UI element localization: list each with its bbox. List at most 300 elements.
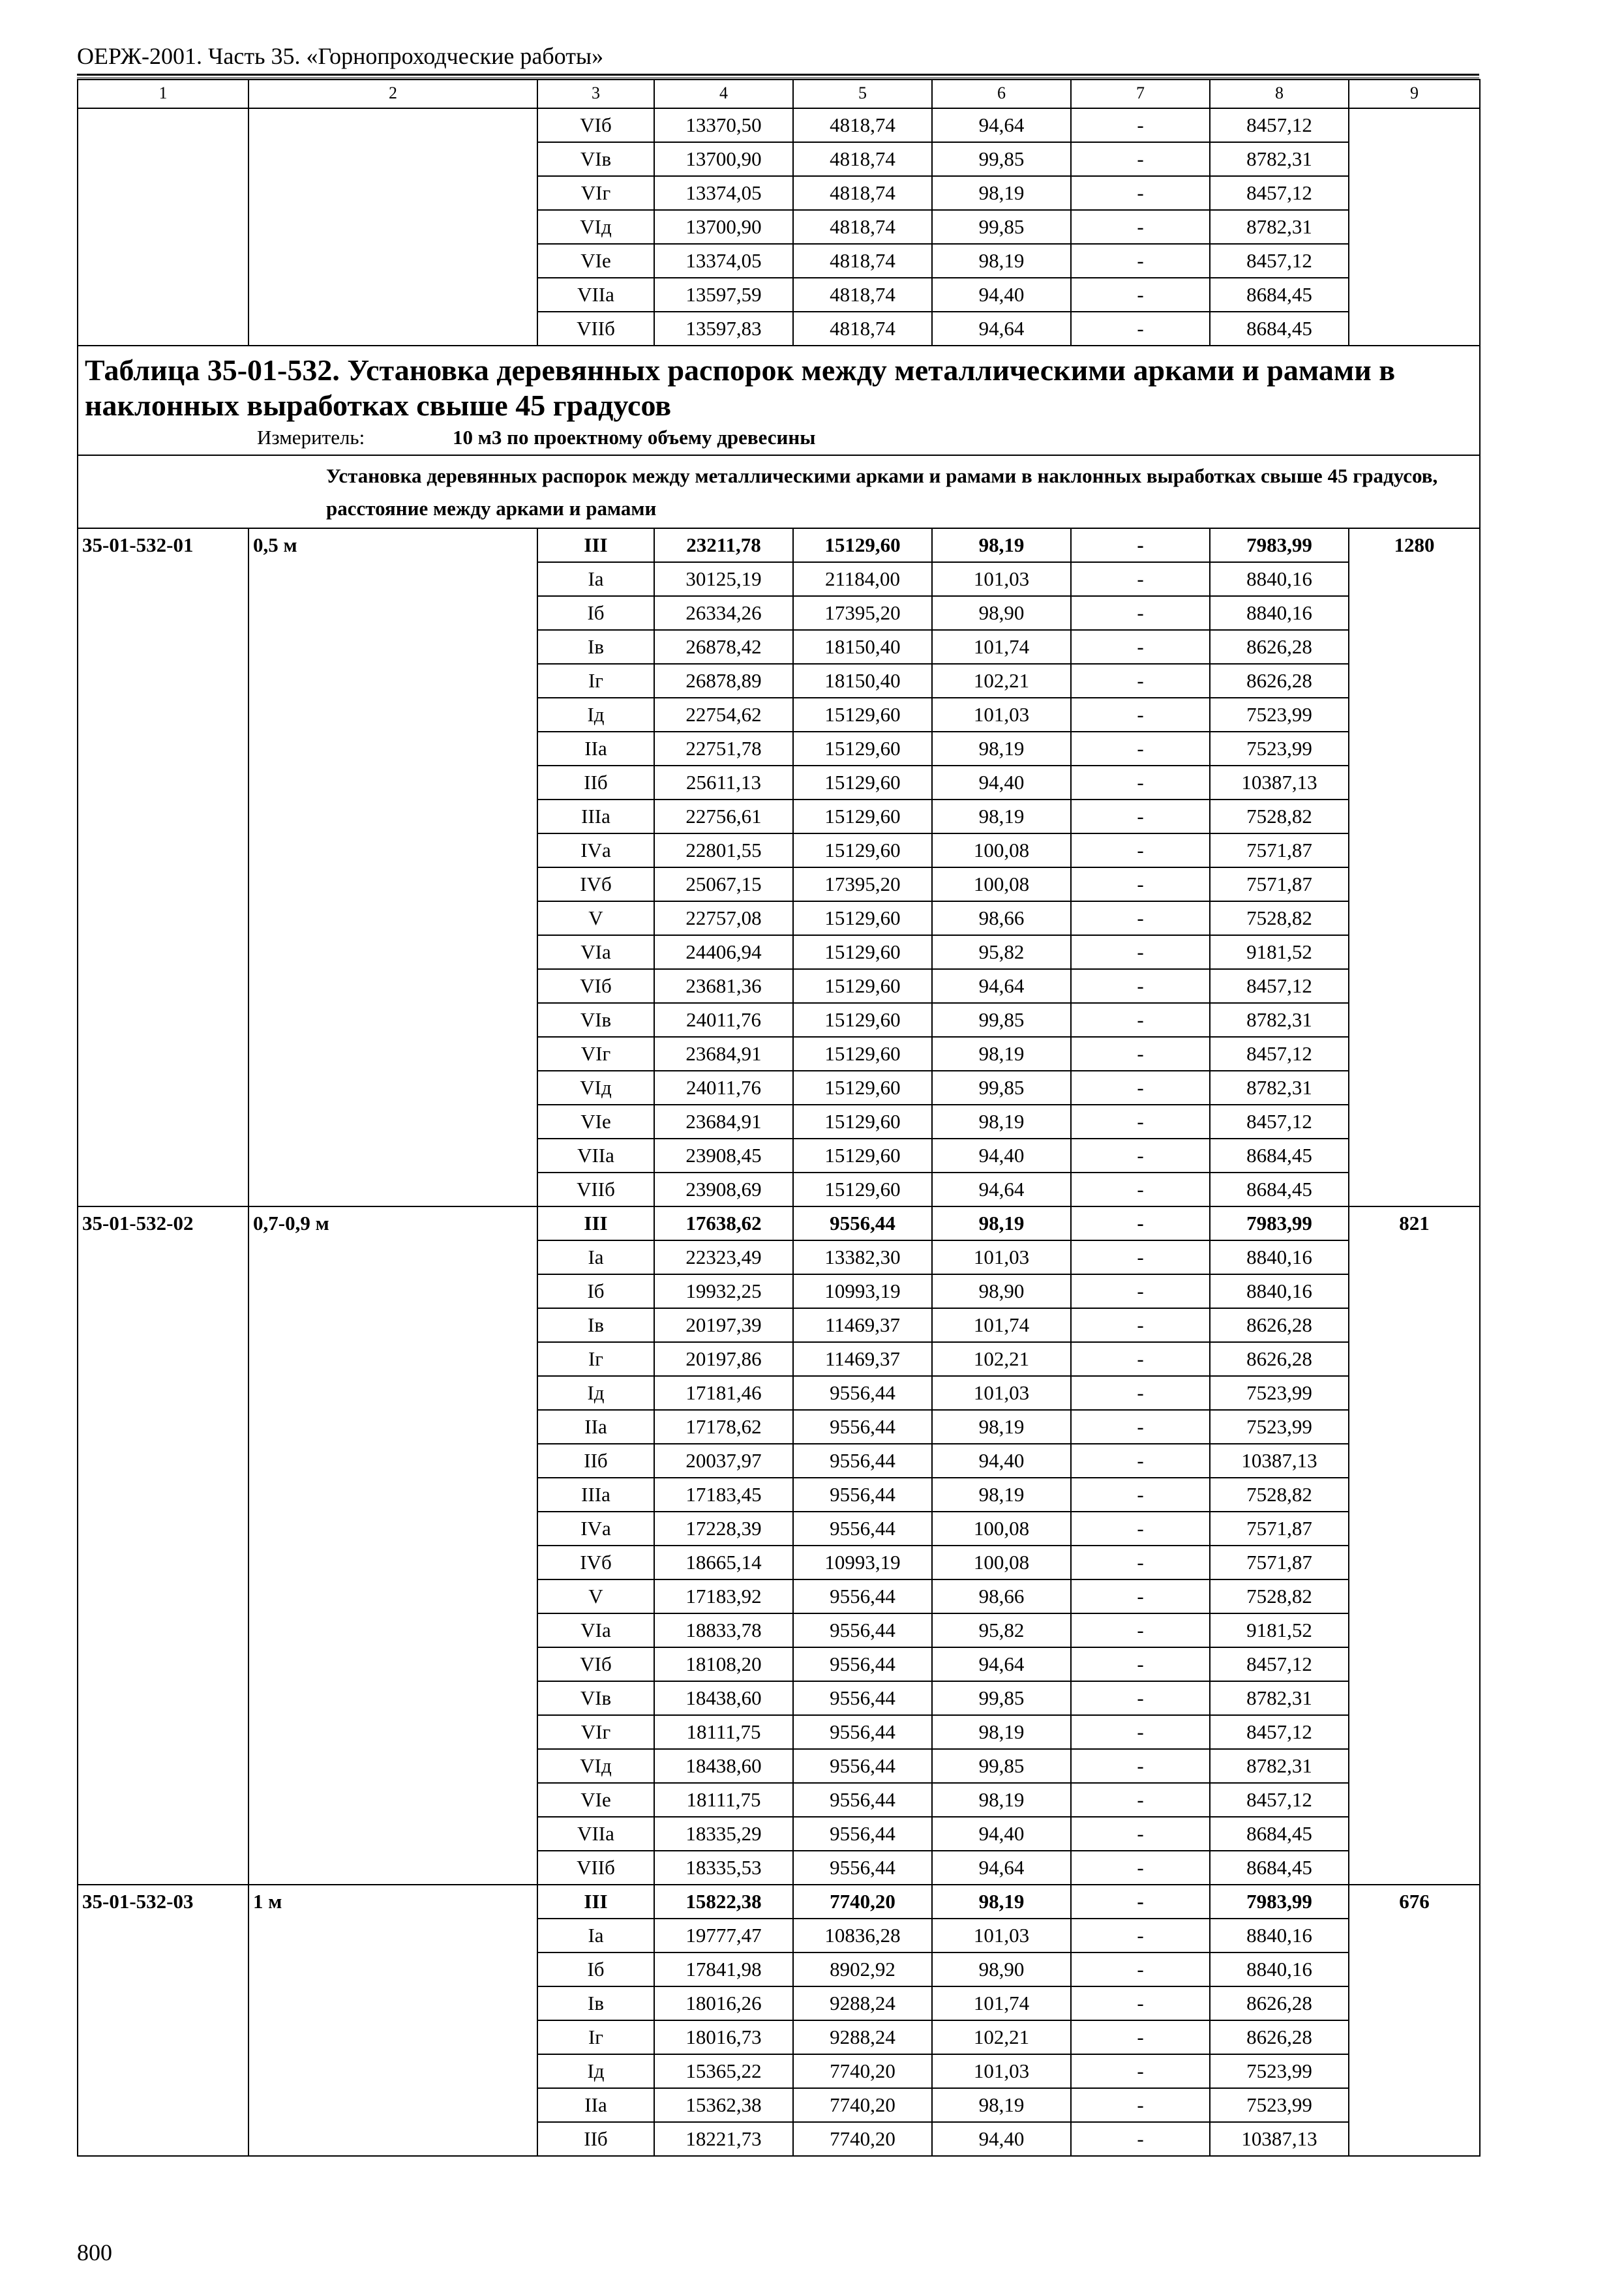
- table-row: [78, 1512, 1480, 1546]
- labor-cost-cell: 4818,74: [793, 210, 932, 244]
- machine-cost-cell: 94,64: [932, 312, 1071, 346]
- spacing-cell: [248, 630, 537, 664]
- material-cost-cell: 7523,99: [1210, 2054, 1349, 2088]
- driver-wage-cell: -: [1071, 1885, 1210, 1919]
- category-cell: Iд: [537, 698, 654, 732]
- table-row: [78, 1139, 1480, 1173]
- direct-cost-cell: 26878,89: [654, 664, 793, 698]
- measure-line: [257, 423, 1473, 452]
- labor-hours-cell: [1349, 1240, 1480, 1274]
- labor-hours-cell: [1349, 312, 1480, 346]
- labor-cost-cell: 7740,20: [793, 2122, 932, 2156]
- labor-cost-cell: 7740,20: [793, 2088, 932, 2122]
- labor-hours-cell: [1349, 210, 1480, 244]
- labor-cost-cell: 7740,20: [793, 2054, 932, 2088]
- material-cost-cell: 8840,16: [1210, 1952, 1349, 1986]
- page-number: 800: [77, 2239, 112, 2266]
- machine-cost-cell: 102,21: [932, 1342, 1071, 1376]
- rate-code: [78, 1105, 248, 1139]
- driver-wage-cell: -: [1071, 732, 1210, 766]
- table-row: [78, 1681, 1480, 1715]
- table-row: [78, 1885, 1480, 1919]
- category-cell: VIе: [537, 244, 654, 278]
- machine-cost-cell: 100,08: [932, 833, 1071, 867]
- labor-cost-cell: 9556,44: [793, 1579, 932, 1613]
- category-cell: VIд: [537, 1071, 654, 1105]
- machine-cost-cell: 98,19: [932, 800, 1071, 833]
- rate-code: [78, 867, 248, 901]
- driver-wage-cell: -: [1071, 108, 1210, 142]
- driver-wage-cell: -: [1071, 833, 1210, 867]
- labor-cost-cell: 9556,44: [793, 1851, 932, 1885]
- labor-cost-cell: 4818,74: [793, 312, 932, 346]
- spacing-cell: [248, 1919, 537, 1952]
- labor-cost-cell: 11469,37: [793, 1342, 932, 1376]
- category-cell: Iа: [537, 1240, 654, 1274]
- labor-cost-cell: 21184,00: [793, 562, 932, 596]
- driver-wage-cell: -: [1071, 1783, 1210, 1817]
- direct-cost-cell: 18833,78: [654, 1613, 793, 1647]
- driver-wage-cell: -: [1071, 1342, 1210, 1376]
- rate-code: [78, 1139, 248, 1173]
- labor-hours-cell: [1349, 766, 1480, 800]
- driver-wage-cell: -: [1071, 1478, 1210, 1512]
- labor-hours-cell: [1349, 108, 1480, 142]
- material-cost-cell: 10387,13: [1210, 2122, 1349, 2156]
- rate-code: [78, 1512, 248, 1546]
- labor-hours-cell: [1349, 969, 1480, 1003]
- labor-cost-cell: 13382,30: [793, 1240, 932, 1274]
- table-row: [78, 596, 1480, 630]
- spacing-cell: [248, 1240, 537, 1274]
- labor-hours-cell: [1349, 1613, 1480, 1647]
- category-cell: IVб: [537, 1546, 654, 1579]
- material-cost-cell: 7523,99: [1210, 732, 1349, 766]
- table-row: [78, 1986, 1480, 2020]
- category-cell: IVб: [537, 867, 654, 901]
- material-cost-cell: 8457,12: [1210, 1037, 1349, 1071]
- table-row: [78, 867, 1480, 901]
- rate-code: 35-01-532-03: [78, 1885, 248, 1919]
- direct-cost-cell: 23684,91: [654, 1105, 793, 1139]
- labor-hours-cell: [1349, 867, 1480, 901]
- category-cell: V: [537, 901, 654, 935]
- labor-hours-cell: 1280: [1349, 528, 1480, 562]
- driver-wage-cell: -: [1071, 1308, 1210, 1342]
- category-cell: IVа: [537, 1512, 654, 1546]
- labor-cost-cell: 15129,60: [793, 1071, 932, 1105]
- driver-wage-cell: -: [1071, 1715, 1210, 1749]
- labor-hours-cell: [1349, 142, 1480, 176]
- driver-wage-cell: -: [1071, 1579, 1210, 1613]
- direct-cost-cell: 20037,97: [654, 1444, 793, 1478]
- driver-wage-cell: -: [1071, 312, 1210, 346]
- material-cost-cell: 7571,87: [1210, 833, 1349, 867]
- machine-cost-cell: 94,40: [932, 2122, 1071, 2156]
- direct-cost-cell: 18665,14: [654, 1546, 793, 1579]
- machine-cost-cell: 99,85: [932, 1003, 1071, 1037]
- direct-cost-cell: 25611,13: [654, 766, 793, 800]
- labor-hours-cell: [1349, 1139, 1480, 1173]
- machine-cost-cell: 102,21: [932, 664, 1071, 698]
- table-row: [78, 278, 1480, 312]
- table-row: [78, 210, 1480, 244]
- driver-wage-cell: -: [1071, 2122, 1210, 2156]
- table-row: [78, 1274, 1480, 1308]
- category-cell: Iд: [537, 1376, 654, 1410]
- rate-code: [78, 1952, 248, 1986]
- material-cost-cell: 8840,16: [1210, 596, 1349, 630]
- material-cost-cell: 8457,12: [1210, 244, 1349, 278]
- material-cost-cell: 8626,28: [1210, 1342, 1349, 1376]
- material-cost-cell: 7523,99: [1210, 1376, 1349, 1410]
- labor-cost-cell: 18150,40: [793, 630, 932, 664]
- measure-value: 10 м3 по проектному объему древесины: [453, 426, 816, 449]
- driver-wage-cell: -: [1071, 2020, 1210, 2054]
- table-row: [78, 833, 1480, 867]
- material-cost-cell: 8626,28: [1210, 1308, 1349, 1342]
- machine-cost-cell: 98,90: [932, 596, 1071, 630]
- table-row: [78, 732, 1480, 766]
- rate-code: [78, 142, 248, 176]
- direct-cost-cell: 19777,47: [654, 1919, 793, 1952]
- driver-wage-cell: -: [1071, 630, 1210, 664]
- table-row: [78, 1308, 1480, 1342]
- rate-code: [78, 1478, 248, 1512]
- driver-wage-cell: -: [1071, 901, 1210, 935]
- category-cell: Iб: [537, 1952, 654, 1986]
- material-cost-cell: 8840,16: [1210, 1919, 1349, 1952]
- labor-cost-cell: 15129,60: [793, 1037, 932, 1071]
- category-cell: VIе: [537, 1783, 654, 1817]
- direct-cost-cell: 18438,60: [654, 1681, 793, 1715]
- machine-cost-cell: 98,19: [932, 176, 1071, 210]
- direct-cost-cell: 22323,49: [654, 1240, 793, 1274]
- labor-cost-cell: 4818,74: [793, 142, 932, 176]
- spacing-cell: [248, 1139, 537, 1173]
- labor-cost-cell: 15129,60: [793, 698, 932, 732]
- labor-hours-cell: [1349, 1173, 1480, 1206]
- labor-hours-cell: [1349, 562, 1480, 596]
- direct-cost-cell: 23684,91: [654, 1037, 793, 1071]
- measure-label: Измеритель:: [257, 426, 365, 449]
- rate-code: [78, 1444, 248, 1478]
- rate-code: [78, 1037, 248, 1071]
- rate-code: [78, 210, 248, 244]
- material-cost-cell: 8457,12: [1210, 1715, 1349, 1749]
- table-row: [78, 1749, 1480, 1783]
- direct-cost-cell: 25067,15: [654, 867, 793, 901]
- material-cost-cell: 7983,99: [1210, 1885, 1349, 1919]
- machine-cost-cell: 98,19: [932, 1478, 1071, 1512]
- driver-wage-cell: -: [1071, 1139, 1210, 1173]
- rate-code: 35-01-532-01: [78, 528, 248, 562]
- spacing-cell: [248, 244, 537, 278]
- table-title-row: [78, 346, 1480, 455]
- column-number: 2: [248, 80, 537, 108]
- table-row: [78, 1783, 1480, 1817]
- rate-code: [78, 1579, 248, 1613]
- category-cell: IIа: [537, 732, 654, 766]
- material-cost-cell: 8457,12: [1210, 1105, 1349, 1139]
- material-cost-cell: 7571,87: [1210, 1512, 1349, 1546]
- driver-wage-cell: -: [1071, 800, 1210, 833]
- direct-cost-cell: 18016,73: [654, 2020, 793, 2054]
- labor-cost-cell: 15129,60: [793, 732, 932, 766]
- table-row: [78, 630, 1480, 664]
- machine-cost-cell: 99,85: [932, 1749, 1071, 1783]
- driver-wage-cell: -: [1071, 1817, 1210, 1851]
- direct-cost-cell: 20197,39: [654, 1308, 793, 1342]
- description-row: [78, 455, 1480, 528]
- table-row: [78, 176, 1480, 210]
- material-cost-cell: 7528,82: [1210, 1579, 1349, 1613]
- spacing-cell: [248, 1851, 537, 1885]
- labor-hours-cell: [1349, 1410, 1480, 1444]
- machine-cost-cell: 98,19: [932, 1715, 1071, 1749]
- category-cell: VIг: [537, 1715, 654, 1749]
- labor-cost-cell: 9556,44: [793, 1613, 932, 1647]
- labor-hours-cell: [1349, 2054, 1480, 2088]
- table-row: [78, 969, 1480, 1003]
- direct-cost-cell: 17178,62: [654, 1410, 793, 1444]
- direct-cost-cell: 26334,26: [654, 596, 793, 630]
- labor-cost-cell: 9556,44: [793, 1647, 932, 1681]
- driver-wage-cell: -: [1071, 2088, 1210, 2122]
- driver-wage-cell: -: [1071, 969, 1210, 1003]
- spacing-cell: [248, 2020, 537, 2054]
- rate-code: [78, 1308, 248, 1342]
- machine-cost-cell: 94,64: [932, 108, 1071, 142]
- material-cost-cell: 8457,12: [1210, 1647, 1349, 1681]
- spacing-cell: [248, 1410, 537, 1444]
- direct-cost-cell: 23908,69: [654, 1173, 793, 1206]
- driver-wage-cell: -: [1071, 596, 1210, 630]
- labor-hours-cell: [1349, 2122, 1480, 2156]
- material-cost-cell: 7571,87: [1210, 867, 1349, 901]
- table-row: [78, 1817, 1480, 1851]
- driver-wage-cell: -: [1071, 1071, 1210, 1105]
- direct-cost-cell: 18111,75: [654, 1715, 793, 1749]
- direct-cost-cell: 23211,78: [654, 528, 793, 562]
- rate-code: [78, 1851, 248, 1885]
- material-cost-cell: 8684,45: [1210, 1139, 1349, 1173]
- category-cell: Iг: [537, 664, 654, 698]
- table-row: [78, 312, 1480, 346]
- category-cell: VIв: [537, 1003, 654, 1037]
- material-cost-cell: 8782,31: [1210, 142, 1349, 176]
- labor-cost-cell: 15129,60: [793, 1105, 932, 1139]
- machine-cost-cell: 101,03: [932, 1919, 1071, 1952]
- machine-cost-cell: 101,74: [932, 1308, 1071, 1342]
- labor-cost-cell: 17395,20: [793, 867, 932, 901]
- material-cost-cell: 7523,99: [1210, 2088, 1349, 2122]
- column-number: 4: [654, 80, 793, 108]
- machine-cost-cell: 94,40: [932, 1139, 1071, 1173]
- column-number: 3: [537, 80, 654, 108]
- material-cost-cell: 8782,31: [1210, 1003, 1349, 1037]
- spacing-cell: [248, 1444, 537, 1478]
- labor-hours-cell: [1349, 278, 1480, 312]
- running-header: ОЕРЖ-2001. Часть 35. «Горнопроходческие работы»: [77, 43, 604, 69]
- labor-cost-cell: 9556,44: [793, 1478, 932, 1512]
- labor-hours-cell: [1349, 1105, 1480, 1139]
- material-cost-cell: 7528,82: [1210, 800, 1349, 833]
- driver-wage-cell: -: [1071, 1546, 1210, 1579]
- spacing-cell: [248, 1342, 537, 1376]
- driver-wage-cell: -: [1071, 528, 1210, 562]
- direct-cost-cell: 18335,29: [654, 1817, 793, 1851]
- table-row: [78, 1206, 1480, 1240]
- rate-code: [78, 630, 248, 664]
- labor-hours-cell: [1349, 1647, 1480, 1681]
- machine-cost-cell: 94,40: [932, 766, 1071, 800]
- labor-hours-cell: [1349, 1749, 1480, 1783]
- direct-cost-cell: 17638,62: [654, 1206, 793, 1240]
- driver-wage-cell: -: [1071, 244, 1210, 278]
- direct-cost-cell: 15365,22: [654, 2054, 793, 2088]
- driver-wage-cell: -: [1071, 1444, 1210, 1478]
- labor-hours-cell: [1349, 1342, 1480, 1376]
- labor-cost-cell: 9288,24: [793, 1986, 932, 2020]
- direct-cost-cell: 23681,36: [654, 969, 793, 1003]
- labor-cost-cell: 11469,37: [793, 1308, 932, 1342]
- driver-wage-cell: -: [1071, 142, 1210, 176]
- machine-cost-cell: 99,85: [932, 142, 1071, 176]
- driver-wage-cell: -: [1071, 562, 1210, 596]
- category-cell: IIа: [537, 2088, 654, 2122]
- driver-wage-cell: -: [1071, 1749, 1210, 1783]
- driver-wage-cell: -: [1071, 1105, 1210, 1139]
- machine-cost-cell: 100,08: [932, 867, 1071, 901]
- machine-cost-cell: 99,85: [932, 1071, 1071, 1105]
- category-cell: VIIа: [537, 1817, 654, 1851]
- labor-cost-cell: 8902,92: [793, 1952, 932, 1986]
- material-cost-cell: 8684,45: [1210, 1173, 1349, 1206]
- material-cost-cell: 8684,45: [1210, 278, 1349, 312]
- material-cost-cell: 8684,45: [1210, 312, 1349, 346]
- rate-code: [78, 1274, 248, 1308]
- direct-cost-cell: 17183,92: [654, 1579, 793, 1613]
- rate-code: 35-01-532-02: [78, 1206, 248, 1240]
- spacing-cell: [248, 1308, 537, 1342]
- material-cost-cell: 7983,99: [1210, 528, 1349, 562]
- rate-code: [78, 1240, 248, 1274]
- labor-hours-cell: 821: [1349, 1206, 1480, 1240]
- table-row: [78, 528, 1480, 562]
- category-cell: Iг: [537, 1342, 654, 1376]
- spacing-cell: [248, 901, 537, 935]
- category-cell: Iв: [537, 630, 654, 664]
- rate-code: [78, 969, 248, 1003]
- labor-hours-cell: [1349, 630, 1480, 664]
- category-cell: VIIб: [537, 1851, 654, 1885]
- labor-cost-cell: 9556,44: [793, 1715, 932, 1749]
- rate-code: [78, 1342, 248, 1376]
- table-row: [78, 1851, 1480, 1885]
- labor-cost-cell: 9288,24: [793, 2020, 932, 2054]
- spacing-cell: [248, 698, 537, 732]
- machine-cost-cell: 102,21: [932, 2020, 1071, 2054]
- table-row: [78, 142, 1480, 176]
- labor-hours-cell: [1349, 1071, 1480, 1105]
- material-cost-cell: 8840,16: [1210, 1240, 1349, 1274]
- rates-table: [77, 79, 1481, 2157]
- driver-wage-cell: -: [1071, 1512, 1210, 1546]
- category-cell: VIIа: [537, 278, 654, 312]
- direct-cost-cell: 26878,42: [654, 630, 793, 664]
- machine-cost-cell: 94,64: [932, 1851, 1071, 1885]
- driver-wage-cell: -: [1071, 176, 1210, 210]
- direct-cost-cell: 24406,94: [654, 935, 793, 969]
- material-cost-cell: 9181,52: [1210, 1613, 1349, 1647]
- column-number-row: [78, 80, 1480, 108]
- rate-code: [78, 1410, 248, 1444]
- rate-code: [78, 1173, 248, 1206]
- table-row: [78, 1003, 1480, 1037]
- category-cell: VIIа: [537, 1139, 654, 1173]
- column-number: 8: [1210, 80, 1349, 108]
- spacing-cell: [248, 108, 537, 142]
- category-cell: Iг: [537, 2020, 654, 2054]
- rate-code: [78, 1647, 248, 1681]
- material-cost-cell: 7528,82: [1210, 1478, 1349, 1512]
- labor-hours-cell: [1349, 1037, 1480, 1071]
- driver-wage-cell: -: [1071, 1037, 1210, 1071]
- direct-cost-cell: 19932,25: [654, 1274, 793, 1308]
- labor-hours-cell: [1349, 901, 1480, 935]
- material-cost-cell: 8782,31: [1210, 210, 1349, 244]
- spacing-cell: [248, 1681, 537, 1715]
- spacing-cell: [248, 867, 537, 901]
- rate-code: [78, 244, 248, 278]
- category-cell: VIа: [537, 935, 654, 969]
- spacing-cell: [248, 1003, 537, 1037]
- table-row: [78, 1647, 1480, 1681]
- rate-code: [78, 312, 248, 346]
- category-cell: III: [537, 1885, 654, 1919]
- direct-cost-cell: 13597,59: [654, 278, 793, 312]
- machine-cost-cell: 101,03: [932, 562, 1071, 596]
- labor-cost-cell: 18150,40: [793, 664, 932, 698]
- spacing-cell: [248, 1986, 537, 2020]
- spacing-cell: [248, 1274, 537, 1308]
- machine-cost-cell: 95,82: [932, 935, 1071, 969]
- table-row: [78, 1071, 1480, 1105]
- category-cell: Iв: [537, 1986, 654, 2020]
- labor-cost-cell: 10836,28: [793, 1919, 932, 1952]
- labor-cost-cell: 9556,44: [793, 1783, 932, 1817]
- category-cell: III: [537, 1206, 654, 1240]
- labor-cost-cell: 4818,74: [793, 278, 932, 312]
- labor-cost-cell: 15129,60: [793, 969, 932, 1003]
- material-cost-cell: 7523,99: [1210, 1410, 1349, 1444]
- spacing-cell: [248, 1749, 537, 1783]
- column-number: 9: [1349, 80, 1480, 108]
- labor-cost-cell: 9556,44: [793, 1410, 932, 1444]
- machine-cost-cell: 101,74: [932, 1986, 1071, 2020]
- direct-cost-cell: 30125,19: [654, 562, 793, 596]
- machine-cost-cell: 98,19: [932, 1206, 1071, 1240]
- table-title-cell: [78, 346, 1480, 455]
- labor-hours-cell: [1349, 1274, 1480, 1308]
- rate-code: [78, 176, 248, 210]
- labor-cost-cell: 15129,60: [793, 1173, 932, 1206]
- material-cost-cell: 7528,82: [1210, 901, 1349, 935]
- labor-cost-cell: 15129,60: [793, 833, 932, 867]
- category-cell: VIIб: [537, 1173, 654, 1206]
- column-number: 6: [932, 80, 1071, 108]
